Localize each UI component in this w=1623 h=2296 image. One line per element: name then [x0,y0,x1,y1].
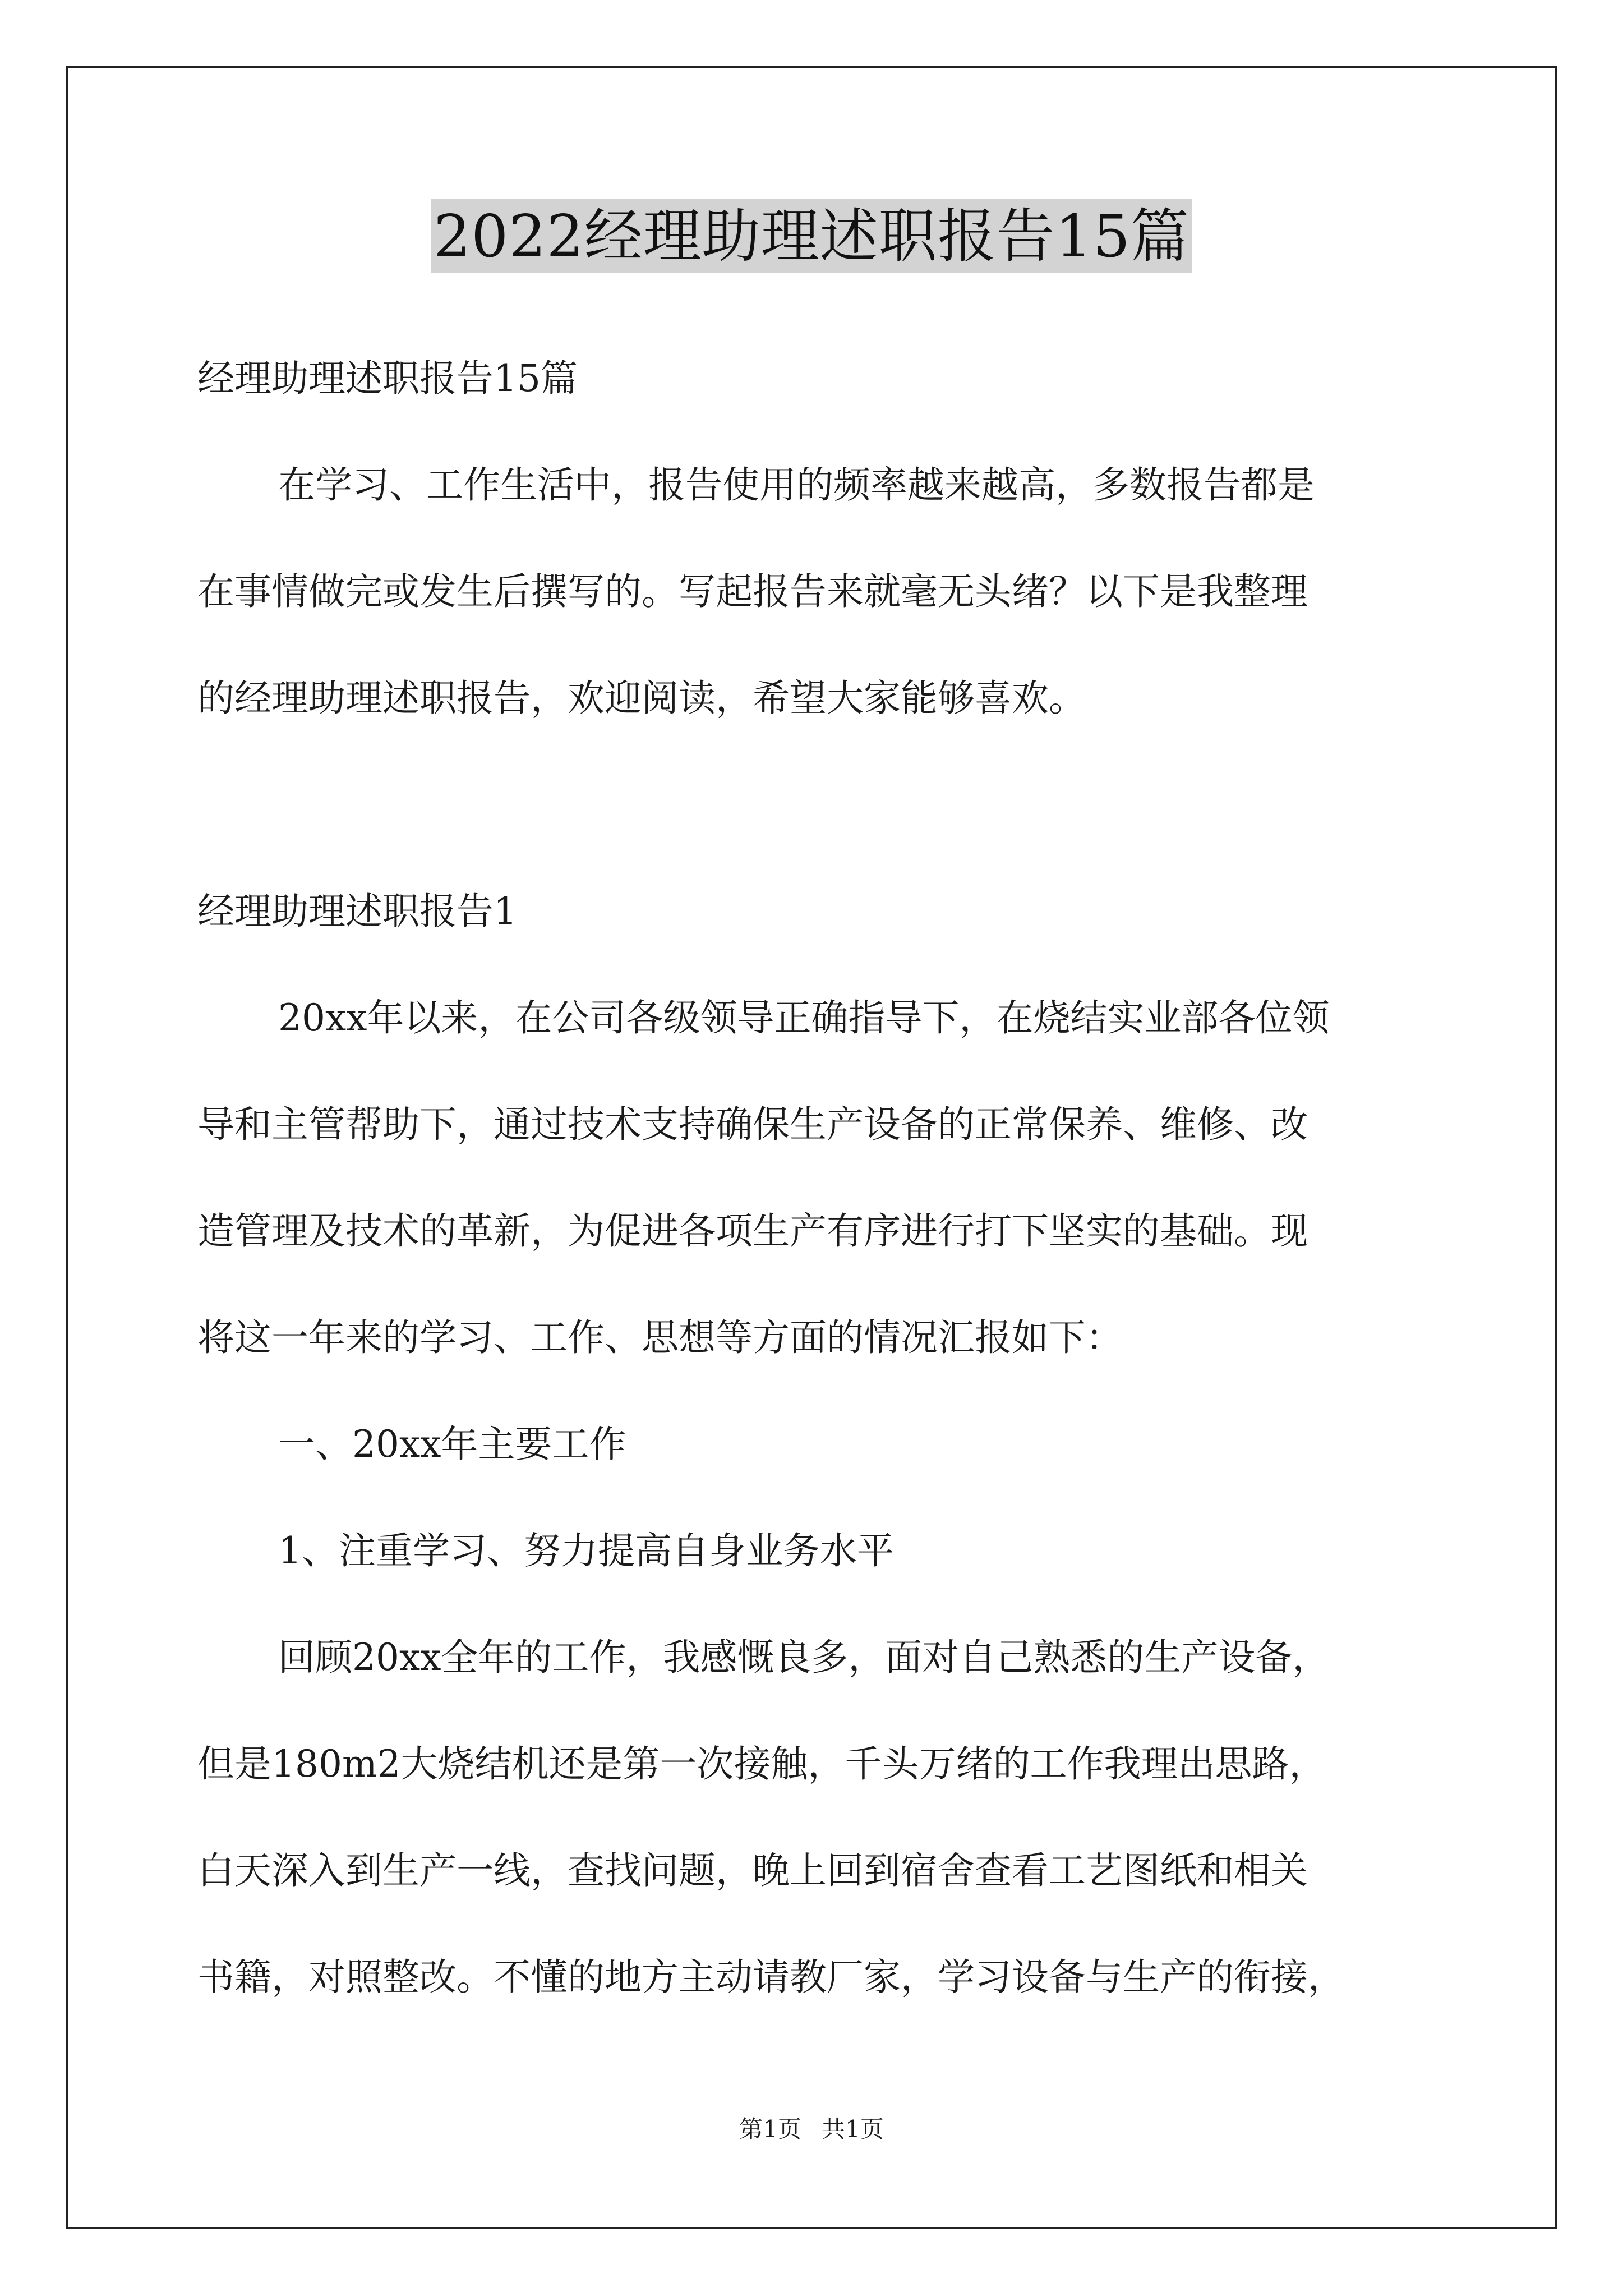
paragraph-line: 但是180m2大烧结机还是第一次接触，千头万绪的工作我理出思路， [197,1742,1326,1786]
document-subtitle: 经理助理述职报告15篇 [197,357,578,400]
subheading: 一、20xx年主要工作 [278,1423,626,1466]
page-total: 共1页 [822,2115,884,2143]
subheading: 1、注重学习、努力提高自身业务水平 [278,1529,894,1572]
paragraph-line: 导和主管帮助下，通过技术支持确保生产设备的正常保养、维修、改 [197,1103,1308,1146]
intro-line: 在事情做完或发生后撰写的。写起报告来就毫无头绪？以下是我整理 [197,570,1308,613]
paragraph-line: 将这一年来的学习、工作、思想等方面的情况汇报如下： [197,1316,1123,1359]
paragraph-line: 书籍，对照整改。不懂的地方主动请教厂家，学习设备与生产的衔接， [197,1955,1345,1999]
page-number: 第1页 [739,2115,801,2143]
paragraph-line: 白天深入到生产一线，查找问题，晚上回到宿舍查看工艺图纸和相关 [197,1849,1308,1892]
paragraph-line: 造管理及技术的革新，为促进各项生产有序进行打下坚实的基础。现 [197,1209,1308,1253]
section-heading: 经理助理述职报告1 [197,890,517,933]
intro-line: 的经理助理述职报告，欢迎阅读，希望大家能够喜欢。 [197,677,1086,720]
intro-line: 在学习、工作生活中，报告使用的频率越来越高，多数报告都是 [278,463,1315,507]
document-title: 2022经理助理述职报告15篇 [431,199,1192,273]
title-container [0,199,1623,273]
paragraph-line: 回顾20xx全年的工作，我感慨良多，面对自己熟悉的生产设备， [278,1636,1330,1679]
page-footer [0,2115,1623,2144]
paragraph-line: 20xx年以来，在公司各级领导正确指导下，在烧结实业部各位领 [278,996,1330,1039]
